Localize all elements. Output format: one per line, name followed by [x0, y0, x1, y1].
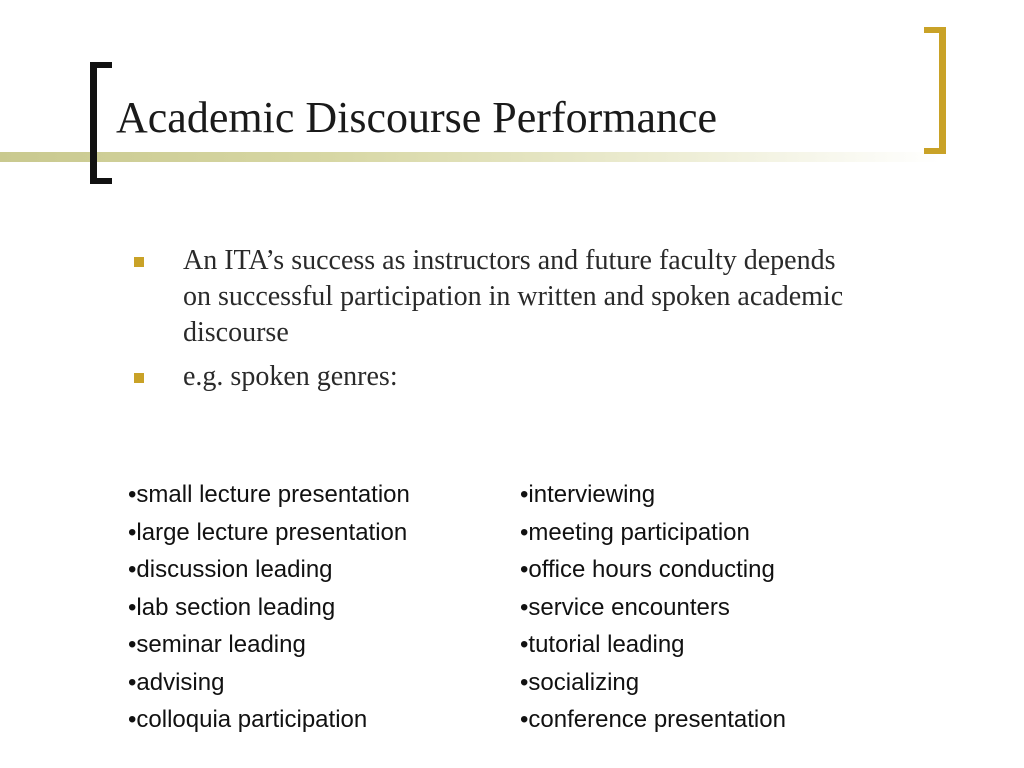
bullet-text: e.g. spoken genres: [183, 361, 398, 392]
bullet-list [133, 243, 853, 403]
genre-item: •colloquia participation [128, 706, 368, 733]
square-bullet-icon [134, 373, 144, 383]
genre-item: •interviewing [520, 481, 656, 508]
genre-item: •office hours conducting [520, 556, 775, 583]
slide-title: Academic Discourse Performance [116, 93, 718, 142]
genre-item: •large lecture presentation [128, 518, 408, 546]
genre-item: •service encounters [520, 593, 730, 621]
genre-item: •tutorial leading [520, 631, 685, 658]
bullet-text: An ITA’s success as instructors and future faculty depends on successful participation in written and spoken academic discourse [183, 245, 844, 348]
genre-item: •advising [128, 668, 225, 696]
genre-item: •socializing [520, 668, 640, 696]
genre-item: •small lecture presentation [128, 481, 410, 508]
right-bracket-decoration [924, 27, 946, 154]
genre-item: •lab section leading [128, 593, 336, 621]
genre-item: •meeting participation [520, 518, 750, 546]
genre-item: •discussion leading [128, 556, 333, 583]
genre-item: •seminar leading [128, 631, 306, 658]
spoken-genres-list [128, 476, 868, 739]
bullet-item [133, 243, 853, 351]
bullet-item [133, 359, 853, 395]
genres-left-column [128, 476, 520, 739]
genres-right-column [520, 476, 860, 739]
left-bracket-decoration [90, 62, 112, 184]
title-underline-band [0, 152, 940, 162]
genre-item: •conference presentation [520, 706, 786, 733]
square-bullet-icon [134, 257, 144, 267]
